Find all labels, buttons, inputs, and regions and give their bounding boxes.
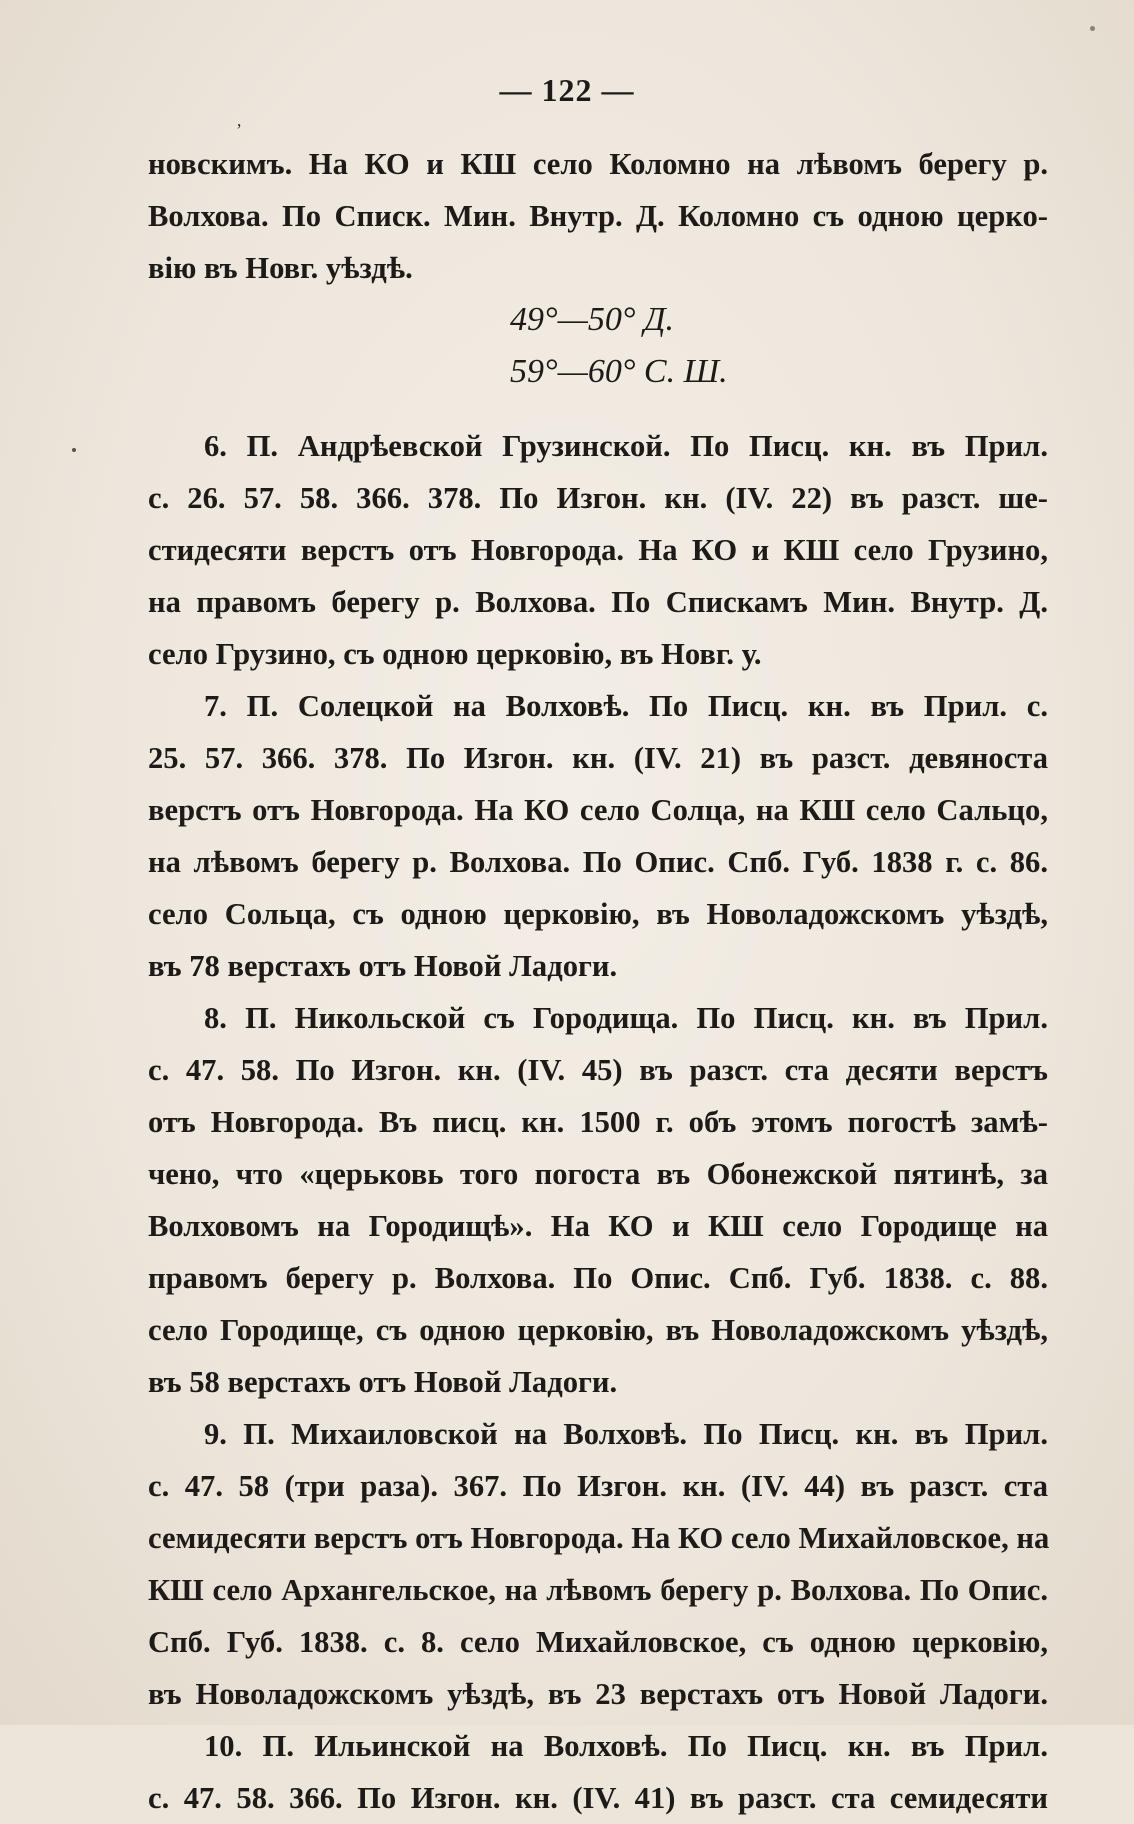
text-line: новскимъ. На КО и КШ село Коломно на лѣвомъ берегу р. [148, 147, 1048, 181]
text-line: на правомъ берегу р. Волхова. По Спискамъ Мин. Внутр. Д. [148, 585, 1048, 619]
coordinates-line: 49°—50° Д. [510, 301, 675, 338]
stray-ink-mark: ʼ [236, 120, 242, 140]
text-line: 7. П. Солецкой на Волховѣ. По Писц. кн. въ Прил. с. [204, 689, 1048, 723]
text-line: въ 58 верстахъ отъ Новой Ладоги. [148, 1365, 618, 1399]
page-number: — 122 — [499, 72, 635, 108]
text-line: с. 47. 58. По Изгон. кн. (IV. 45) въ разст. ста десяти верстъ [148, 1053, 1048, 1087]
text-line: село Грузино, съ одною церковію, въ Новг. у. [148, 637, 762, 671]
text-line: с. 26. 57. 58. 366. 378. По Изгон. кн. (IV. 22) въ разст. ше- [148, 481, 1048, 515]
text-line: Волхова. По Списк. Мин. Внутр. Д. Коломно съ одною церко- [148, 199, 1048, 233]
text-line: чено, что «церьковь того погоста въ Обонежской пятинѣ, за [148, 1157, 1048, 1191]
text-line: село Городище, съ одною церковію, въ Новоладожскомъ уѣздѣ, [148, 1313, 1048, 1347]
text-line: 10. П. Ильинской на Волховѣ. По Писц. кн. въ Прил. [204, 1729, 1048, 1763]
text-line: село Сольца, съ одною церковію, въ Новоладожскомъ уѣздѣ, [148, 897, 1048, 931]
text-line: стидесяти верстъ отъ Новгорода. На КО и КШ село Грузино, [148, 533, 1048, 567]
text-line: въ Новоладожскомъ уѣздѣ, въ 23 верстахъ отъ Новой Ладоги. [148, 1677, 1048, 1711]
text-line: 25. 57. 366. 378. По Изгон. кн. (IV. 21) въ разст. девяноста [148, 741, 1048, 775]
text-line: с. 47. 58 (три раза). 367. По Изгон. кн. (IV. 44) въ разст. ста [148, 1469, 1048, 1503]
body-text [148, 138, 1048, 1824]
text-line: Волховомъ на Городищѣ». На КО и КШ село Городище на [148, 1209, 1048, 1243]
text-line: вію въ Новг. уѣздѣ. [148, 251, 413, 285]
paper-speck [1090, 26, 1095, 31]
coordinates-line: 59°—60° С. Ш. [510, 353, 728, 390]
margin-speck [72, 448, 76, 452]
text-line: 9. П. Михаиловской на Волховѣ. По Писц. кн. въ Прил. [204, 1417, 1048, 1451]
text-line: правомъ берегу р. Волхова. По Опис. Спб. Губ. 1838. с. 88. [148, 1261, 1048, 1295]
text-line: на лѣвомъ берегу р. Волхова. По Опис. Спб. Губ. 1838 г. с. 86. [148, 845, 1048, 879]
text-line: 6. П. Андрѣевской Грузинской. По Писц. кн. въ Прил. [204, 429, 1048, 463]
text-line: с. 47. 58. 366. По Изгон. кн. (IV. 41) въ разст. ста семидесяти [148, 1781, 1048, 1815]
text-line: КШ село Архангельское, на лѣвомъ берегу р. Волхова. По Опис. [148, 1573, 1048, 1607]
text-line: въ 78 верстахъ отъ Новой Ладоги. [148, 949, 618, 983]
text-line: Спб. Губ. 1838. с. 8. село Михайловское, съ одною церковію, [148, 1625, 1048, 1659]
text-line: семидесяти верстъ отъ Новгорода. На КО село Михайловское, на [148, 1521, 1050, 1555]
text-line: отъ Новгорода. Въ писц. кн. 1500 г. объ этомъ погостѣ замѣ- [148, 1105, 1048, 1139]
text-line: 8. П. Никольской съ Городища. По Писц. кн. въ Прил. [204, 1001, 1048, 1035]
paragraph-gap [148, 398, 1048, 420]
text-line: верстъ отъ Новгорода. На КО село Солца, на КШ село Сальцо, [148, 793, 1048, 827]
